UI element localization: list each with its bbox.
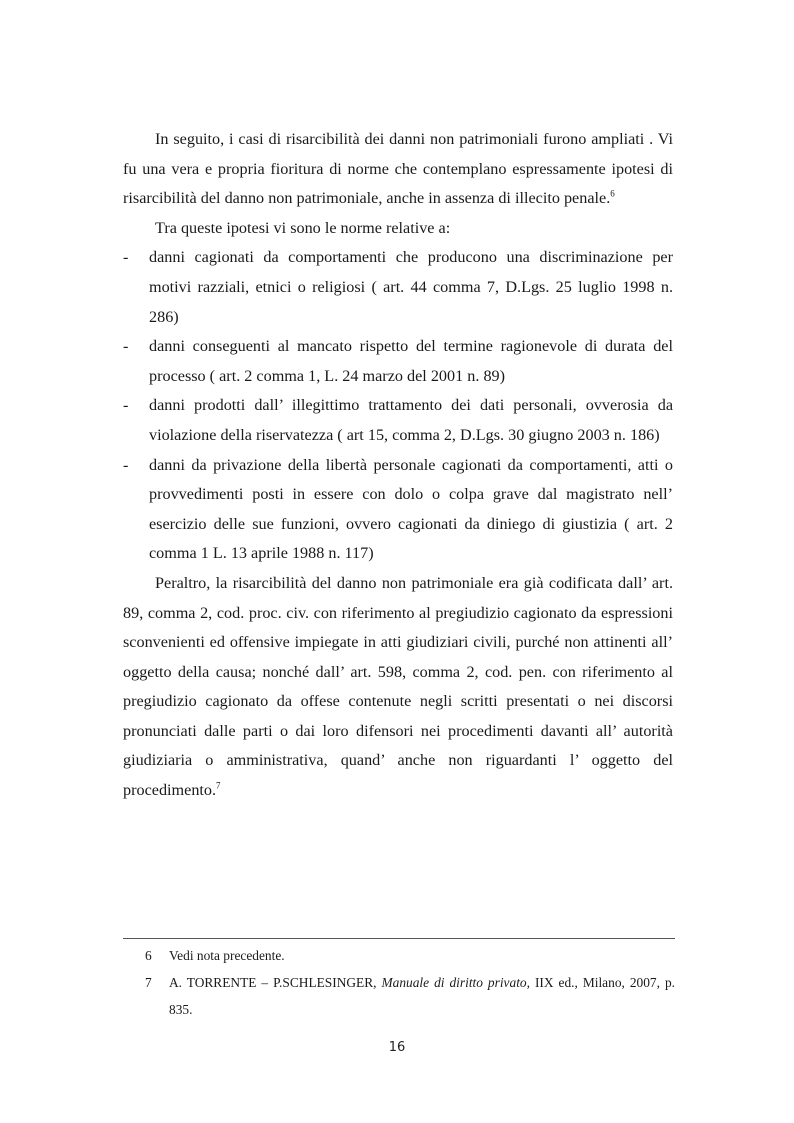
footnote-ref-6: 6 (610, 188, 615, 199)
list-item (123, 332, 673, 391)
page-number: 16 (388, 1040, 406, 1055)
footnote-number: 6 (145, 948, 152, 963)
bullet-marker: - (123, 337, 129, 356)
footnote-6 (123, 942, 675, 969)
list-item-text: danni conseguenti al mancato rispetto del termine ragionevole di durata del processo ( art. 2 comma 1, L. 24 marzo del 2001 n. 89) (149, 337, 673, 385)
body-text (123, 125, 673, 806)
bullet-marker: - (123, 455, 129, 474)
footnote-separator (123, 938, 675, 939)
footnote-ref-7: 7 (216, 780, 221, 791)
paragraph-codification-text: Peraltro, la risarcibilità del danno non patrimoniale era già codificata dall’ art. 89, comma 2, cod. proc. civ. con riferimento al pregiudizio cagionato da espressioni sconvenienti ed offensive impiegate in atti giudiziari civili, purché non attinenti all’ oggetto della causa; nonché dall’ art. 598, comma 2, cod. pen. con riferimento al pregiudizio cagionato da offese contenute negli scritti presentati o nei discorsi pronunciati dalle parti o dai loro difensori nei procedimenti davanti all’ autorità giudiziaria o amministrativa, quand’ anche non riguardanti l’ oggetto del procedimento. (123, 573, 673, 800)
footnote-book-title: Manuale di diritto privato, (381, 975, 530, 990)
norms-list (123, 243, 673, 569)
list-item (123, 451, 673, 569)
paragraph-codification (123, 569, 673, 806)
footnote-number: 7 (145, 975, 152, 990)
footnote-7 (123, 969, 675, 1023)
list-item (123, 391, 673, 450)
footnote-details: IIX ed., Milano, 2007, p. 835. (169, 975, 675, 1017)
footnote-text: Vedi nota precedente. (169, 948, 285, 963)
paragraph-intro-text: In seguito, i casi di risarcibilità dei danni non patrimoniali furono ampliati . Vi fu una vera e propria fioritura di norme che contemplano espressamente ipotesi di risarcibilità del danno non patrimoniale, anche in assenza di illecito penale. (123, 130, 673, 208)
paragraph-list-intro: Tra queste ipotesi vi sono le norme relative a: (155, 218, 451, 237)
footnote-authors: A. TORRENTE – P.SCHLESINGER, (169, 975, 377, 990)
bullet-marker: - (123, 248, 129, 267)
list-item-text: danni cagionati da comportamenti che producono una discriminazione per motivi razziali, etnici o religiosi ( art. 44 comma 7, D.Lgs. 25 luglio 1998 n. 286) (149, 248, 673, 326)
paragraph-intro (123, 125, 673, 214)
list-item-text: danni da privazione della libertà personale cagionati da comportamenti, atti o provvedimenti posti in essere con dolo o colpa grave dal magistrato nell’ esercizio delle sue funzioni, ovvero cagionati da diniego di giustizia ( art. 2 comma 1 L. 13 aprile 1988 n. 117) (149, 455, 673, 563)
footnotes (123, 942, 675, 1023)
list-item-text: danni prodotti dall’ illegittimo trattamento dei dati personali, ovverosia da violazione della riservatezza ( art 15, comma 2, D.Lgs. 30 giugno 2003 n. 186) (149, 396, 673, 444)
bullet-marker: - (123, 396, 129, 415)
list-item (123, 243, 673, 332)
